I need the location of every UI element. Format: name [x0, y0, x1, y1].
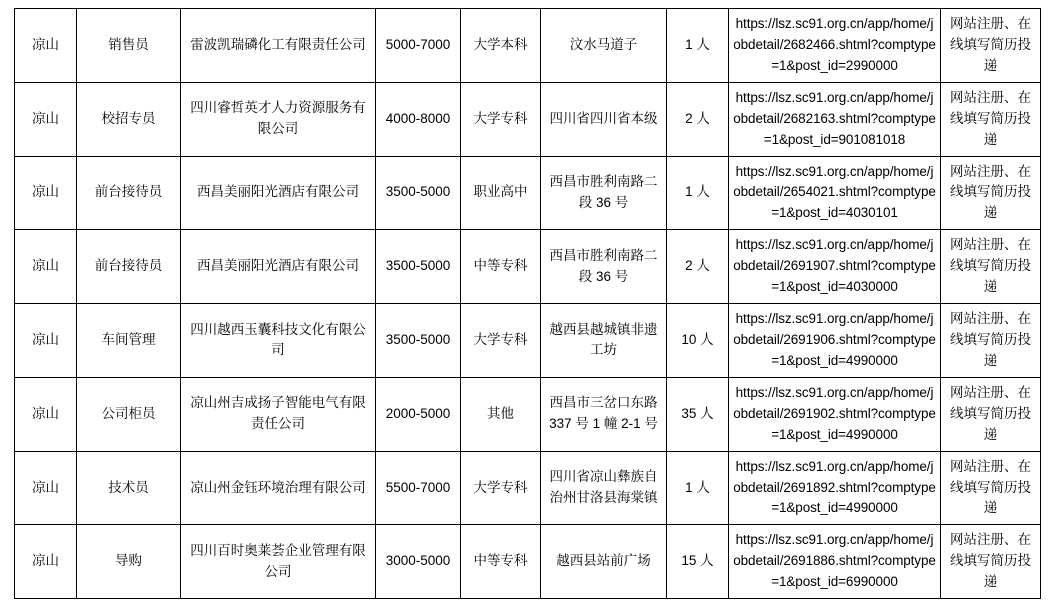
cell-apply-method: 网站注册、在线填写简历投递	[941, 304, 1041, 378]
cell-location: 越西县站前广场	[541, 525, 667, 599]
cell-region: 凉山	[15, 230, 77, 304]
cell-position: 车间管理	[77, 304, 181, 378]
table-row	[15, 525, 1041, 599]
cell-headcount: 1 人	[667, 451, 729, 525]
table-row	[15, 304, 1041, 378]
cell-region: 凉山	[15, 156, 77, 230]
cell-region: 凉山	[15, 451, 77, 525]
cell-position: 导购	[77, 525, 181, 599]
cell-region: 凉山	[15, 9, 77, 83]
cell-location: 西昌市胜利南路二段 36 号	[541, 156, 667, 230]
cell-position: 前台接待员	[77, 156, 181, 230]
cell-education: 职业高中	[461, 156, 541, 230]
job-listings-table	[14, 8, 1041, 599]
cell-url[interactable]: https://lsz.sc91.org.cn/app/home/jobdetail/2691902.shtml?comptype=1&post_id=4990000	[729, 377, 941, 451]
cell-apply-method: 网站注册、在线填写简历投递	[941, 156, 1041, 230]
cell-company: 凉山州吉成扬子智能电气有限责任公司	[181, 377, 376, 451]
cell-url[interactable]: https://lsz.sc91.org.cn/app/home/jobdetail/2691907.shtml?comptype=1&post_id=4030000	[729, 230, 941, 304]
cell-region: 凉山	[15, 377, 77, 451]
table-row	[15, 451, 1041, 525]
cell-region: 凉山	[15, 525, 77, 599]
cell-education: 其他	[461, 377, 541, 451]
cell-salary: 5000-7000	[376, 9, 461, 83]
cell-headcount: 1 人	[667, 9, 729, 83]
cell-url[interactable]: https://lsz.sc91.org.cn/app/home/jobdetail/2682163.shtml?comptype=1&post_id=901081018	[729, 82, 941, 156]
cell-location: 西昌市三岔口东路 337 号 1 幢 2-1 号	[541, 377, 667, 451]
table-row	[15, 377, 1041, 451]
cell-location: 越西县越城镇非遗工坊	[541, 304, 667, 378]
cell-apply-method: 网站注册、在线填写简历投递	[941, 9, 1041, 83]
cell-company: 雷波凯瑞磷化工有限责任公司	[181, 9, 376, 83]
table-row	[15, 82, 1041, 156]
cell-apply-method: 网站注册、在线填写简历投递	[941, 377, 1041, 451]
cell-company: 四川睿哲英才人力资源服务有限公司	[181, 82, 376, 156]
cell-company: 四川越西玉囊科技文化有限公司	[181, 304, 376, 378]
table-row	[15, 230, 1041, 304]
cell-location: 四川省四川省本级	[541, 82, 667, 156]
cell-education: 大学专科	[461, 451, 541, 525]
cell-company: 凉山州金钰环境治理有限公司	[181, 451, 376, 525]
cell-salary: 5500-7000	[376, 451, 461, 525]
cell-education: 大学专科	[461, 82, 541, 156]
cell-salary: 3500-5000	[376, 304, 461, 378]
cell-headcount: 2 人	[667, 230, 729, 304]
job-listings-body	[15, 9, 1041, 599]
cell-company: 西昌美丽阳光酒店有限公司	[181, 230, 376, 304]
cell-url[interactable]: https://lsz.sc91.org.cn/app/home/jobdetail/2691886.shtml?comptype=1&post_id=6990000	[729, 525, 941, 599]
cell-salary: 3500-5000	[376, 230, 461, 304]
cell-url[interactable]: https://lsz.sc91.org.cn/app/home/jobdetail/2691892.shtml?comptype=1&post_id=4990000	[729, 451, 941, 525]
cell-salary: 2000-5000	[376, 377, 461, 451]
cell-apply-method: 网站注册、在线填写简历投递	[941, 230, 1041, 304]
cell-url[interactable]: https://lsz.sc91.org.cn/app/home/jobdetail/2682466.shtml?comptype=1&post_id=2990000	[729, 9, 941, 83]
cell-education: 中等专科	[461, 230, 541, 304]
cell-salary: 3000-5000	[376, 525, 461, 599]
cell-location: 汶水马道子	[541, 9, 667, 83]
cell-region: 凉山	[15, 82, 77, 156]
cell-education: 中等专科	[461, 525, 541, 599]
cell-position: 校招专员	[77, 82, 181, 156]
cell-salary: 3500-5000	[376, 156, 461, 230]
cell-headcount: 2 人	[667, 82, 729, 156]
cell-company: 西昌美丽阳光酒店有限公司	[181, 156, 376, 230]
cell-region: 凉山	[15, 304, 77, 378]
cell-position: 公司柜员	[77, 377, 181, 451]
cell-headcount: 35 人	[667, 377, 729, 451]
cell-position: 销售员	[77, 9, 181, 83]
cell-location: 四川省凉山彝族自治州甘洛县海棠镇	[541, 451, 667, 525]
cell-position: 技术员	[77, 451, 181, 525]
cell-education: 大学专科	[461, 304, 541, 378]
cell-salary: 4000-8000	[376, 82, 461, 156]
cell-headcount: 1 人	[667, 156, 729, 230]
cell-headcount: 10 人	[667, 304, 729, 378]
cell-url[interactable]: https://lsz.sc91.org.cn/app/home/jobdetail/2691906.shtml?comptype=1&post_id=4990000	[729, 304, 941, 378]
cell-apply-method: 网站注册、在线填写简历投递	[941, 525, 1041, 599]
cell-apply-method: 网站注册、在线填写简历投递	[941, 451, 1041, 525]
table-row	[15, 156, 1041, 230]
cell-education: 大学本科	[461, 9, 541, 83]
cell-apply-method: 网站注册、在线填写简历投递	[941, 82, 1041, 156]
cell-position: 前台接待员	[77, 230, 181, 304]
table-row	[15, 9, 1041, 83]
cell-url[interactable]: https://lsz.sc91.org.cn/app/home/jobdetail/2654021.shtml?comptype=1&post_id=4030101	[729, 156, 941, 230]
cell-company: 四川百时奥莱荟企业管理有限公司	[181, 525, 376, 599]
cell-location: 西昌市胜利南路二段 36 号	[541, 230, 667, 304]
cell-headcount: 15 人	[667, 525, 729, 599]
